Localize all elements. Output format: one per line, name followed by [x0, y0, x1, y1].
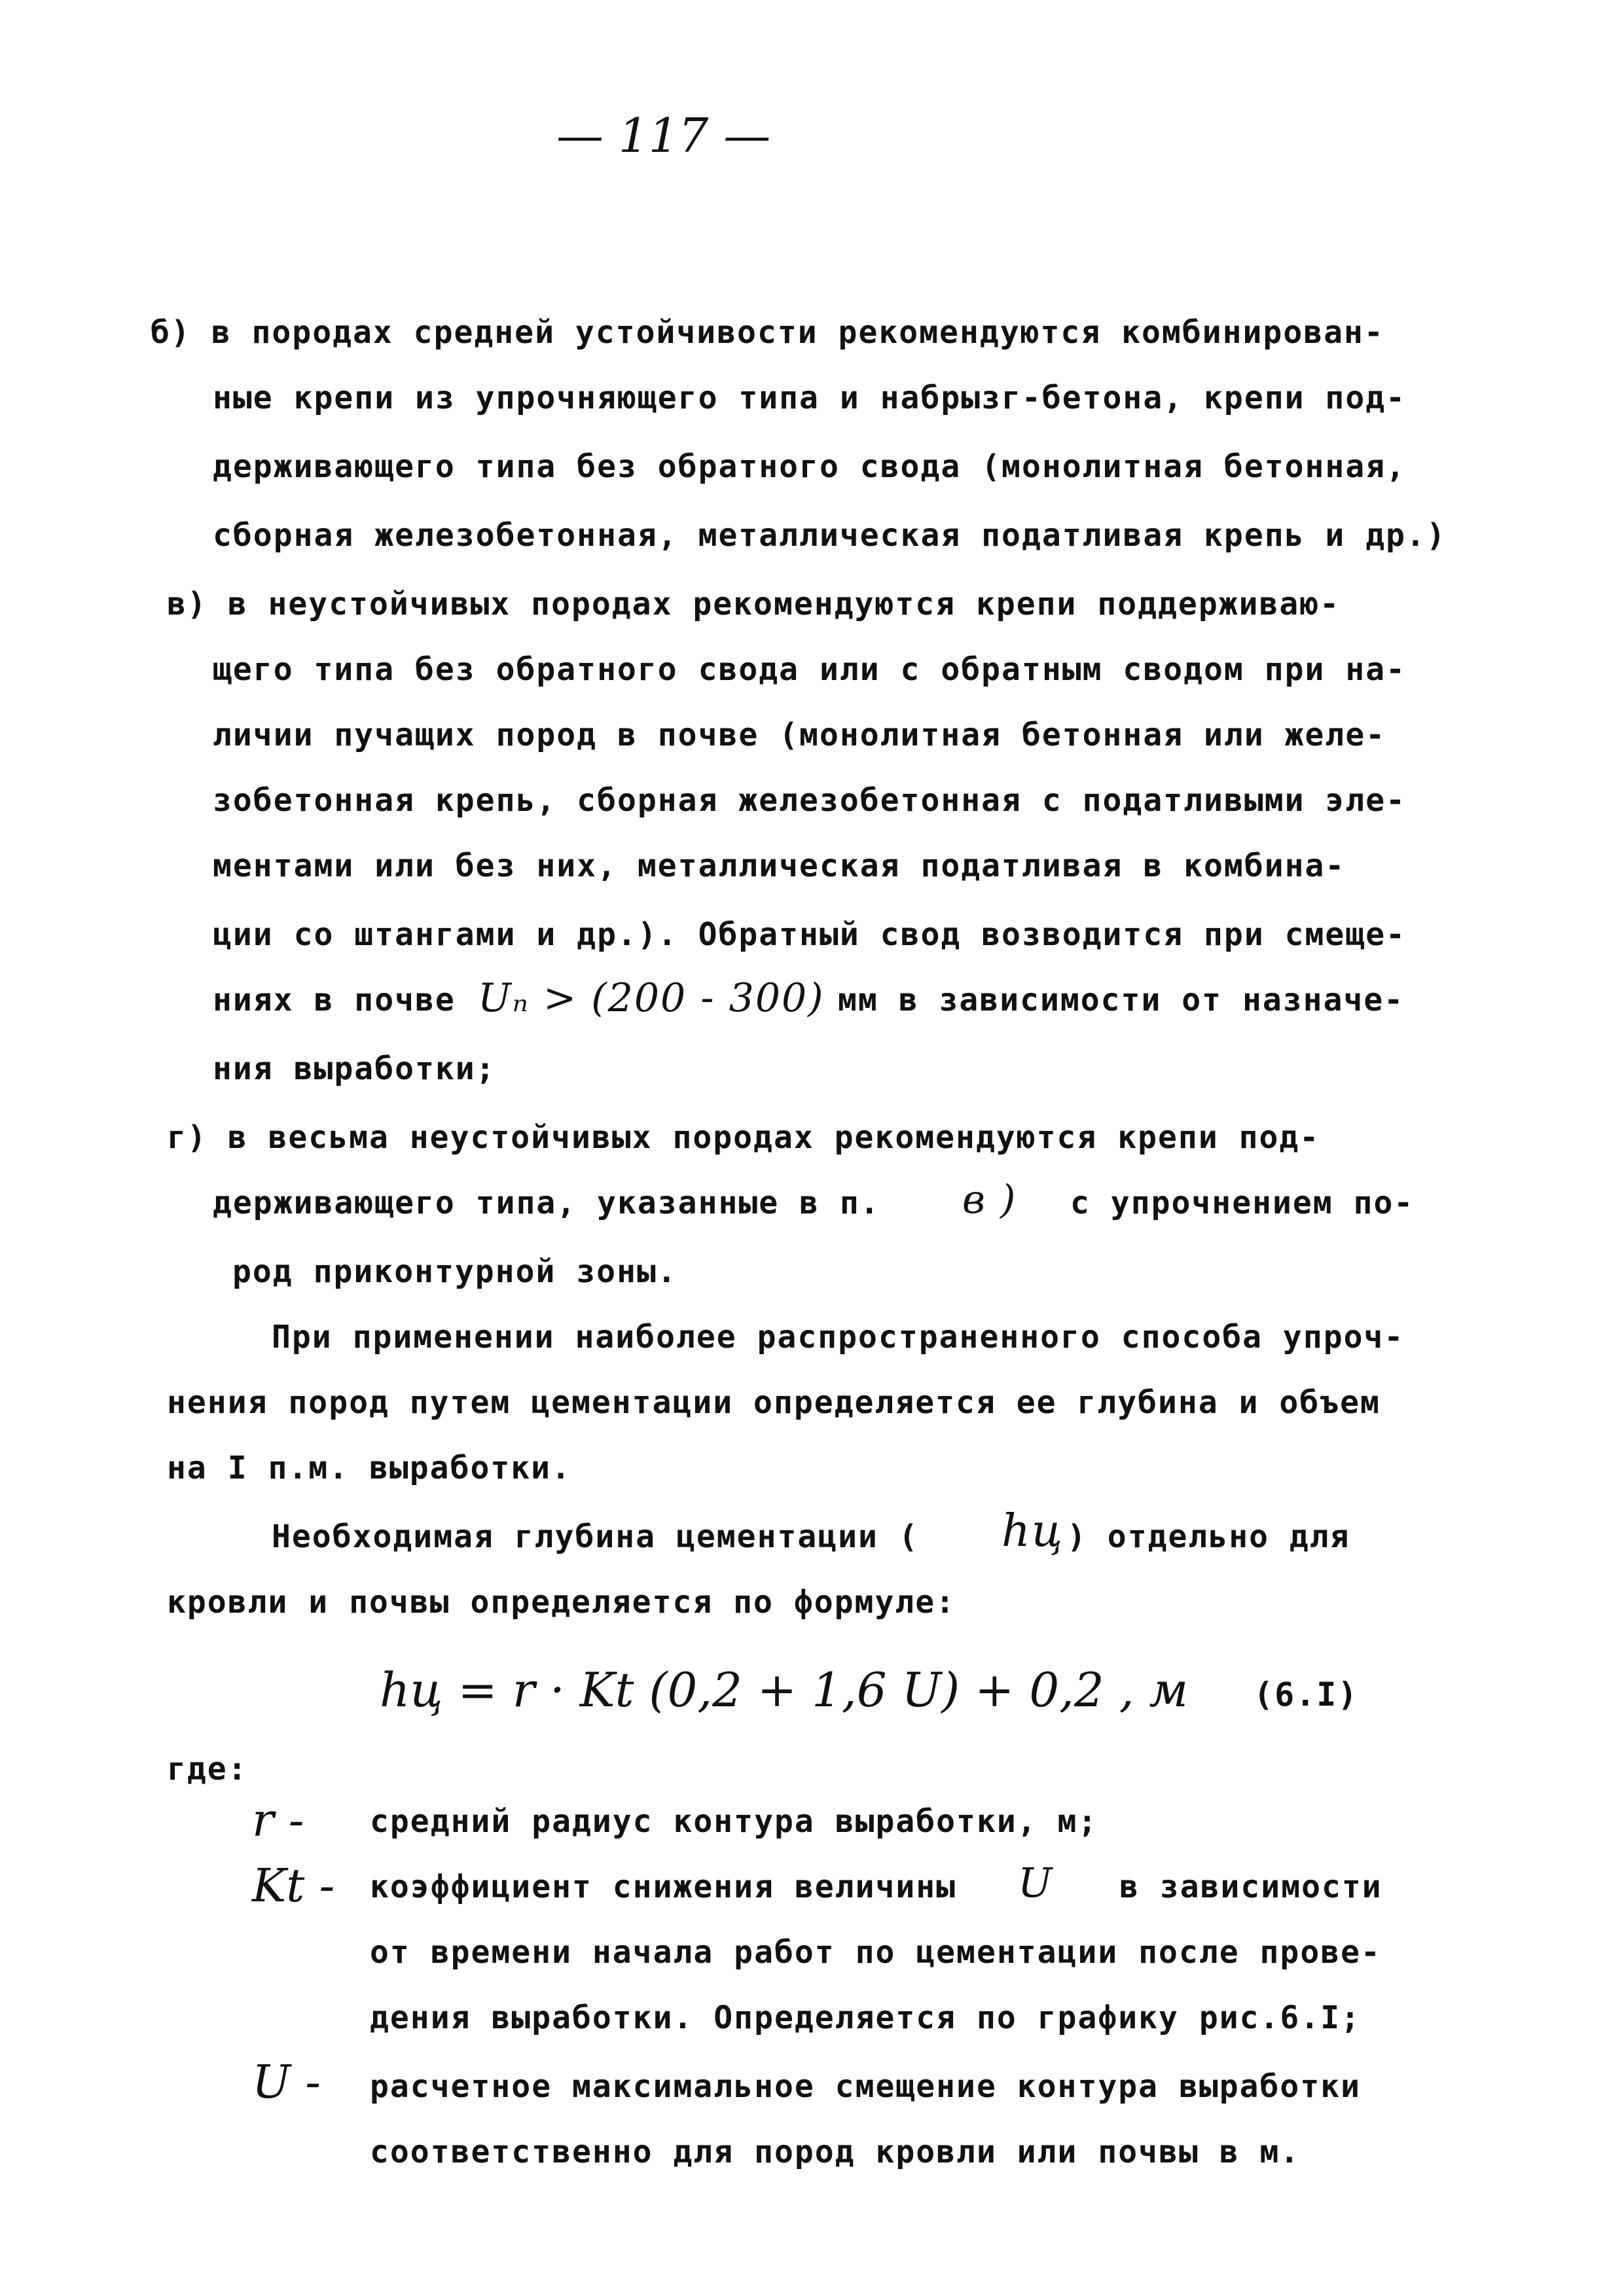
para2-line-1a: Необходимая глубина цементации ( — [272, 1518, 919, 1555]
item-g-line-1: г) в весьма неустойчивых породах рекомендуются крепи под- — [167, 1119, 1320, 1156]
depth-symbol: hц — [1001, 1505, 1064, 1557]
definition-kt-line-1b: в зависимости — [1119, 1869, 1382, 1905]
para2-line-2: кровли и почвы определяется по формуле: — [167, 1584, 956, 1621]
page-number: — 117 — — [556, 108, 771, 163]
item-v-line-5: ментами или без них, металлическая податливая в комбина- — [213, 848, 1346, 884]
item-g-line-2b: с упрочнением по- — [1070, 1185, 1415, 1221]
formula-number: (6.I) — [1254, 1676, 1359, 1713]
definition-r-line-1: средний радиус контура выработки, м; — [370, 1803, 1098, 1840]
para1-line-2: нения пород путем цементации определяется ее глубина и объем — [167, 1384, 1380, 1421]
item-b-line-4: сборная железобетонная, металлическая податливая крепь и др.) — [213, 517, 1447, 554]
definition-kt-line-2: от времени начала работ по цементации после прове- — [370, 1934, 1381, 1971]
definition-kt-symbol-u: U — [1018, 1859, 1054, 1907]
para1-line-1: При применении наиболее распространенного способа упроч- — [272, 1319, 1405, 1355]
item-v-line-1: в) в неустойчивых породах рекомендуются крепи поддерживаю- — [167, 586, 1341, 622]
item-b-line-1: б) в породах средней устойчивости рекомендуются комбинирован- — [151, 314, 1384, 351]
definition-kt-line-1a: коэффициент снижения величины — [370, 1869, 957, 1905]
item-v-line-4: зобетонная крепь, сборная железобетонная с податливыми эле- — [213, 782, 1407, 819]
item-v-line-8: ния выработки; — [213, 1050, 496, 1087]
definition-symbol-kt: Kt - — [252, 1859, 335, 1912]
definition-kt-line-3: дения выработки. Определяется по графику рис.6.I; — [370, 2000, 1362, 2036]
definition-u-line-1: расчетное максимальное смещение контура выработки — [370, 2068, 1362, 2105]
item-v-line-2: щего типа без обратного свода или с обратным сводом при на- — [213, 651, 1407, 688]
item-v-line-3: личии пучащих пород в почве (монолитная бетонная или желе- — [213, 717, 1386, 753]
item-v-line-7a: ниях в почве — [213, 982, 456, 1018]
item-b-line-3: держивающего типа без обратного свода (монолитная бетонная, — [213, 448, 1407, 485]
displacement-inequality: Uₙ > (200 - 300) — [478, 975, 825, 1021]
formula: hц = r · Kt (0,2 + 1,6 U) + 0,2 , м — [380, 1662, 1189, 1717]
item-v-line-7b: мм в зависимости от назначе- — [838, 982, 1405, 1018]
item-g-line-2a: держивающего типа, указанные в п. — [213, 1185, 880, 1221]
para2-line-1b: ) отдельно для — [1067, 1518, 1350, 1555]
definition-symbol-r: r - — [252, 1793, 304, 1847]
where-label: где: — [167, 1751, 248, 1787]
definition-u-line-2: соответственно для пород кровли или почвы в м. — [370, 2134, 1301, 2170]
item-v-line-6: ции со штангами и др.). Обратный свод возводится при смеще- — [213, 916, 1407, 953]
definition-symbol-u: U - — [252, 2055, 321, 2109]
item-b-line-2: ные крепи из упрочняющего типа и набрызг-бетона, крепи под- — [213, 380, 1407, 416]
item-g-line-3: род приконтурной зоны. — [232, 1253, 677, 1290]
para1-line-3: на I п.м. выработки. — [167, 1450, 571, 1486]
item-reference: в ) — [962, 1177, 1017, 1223]
